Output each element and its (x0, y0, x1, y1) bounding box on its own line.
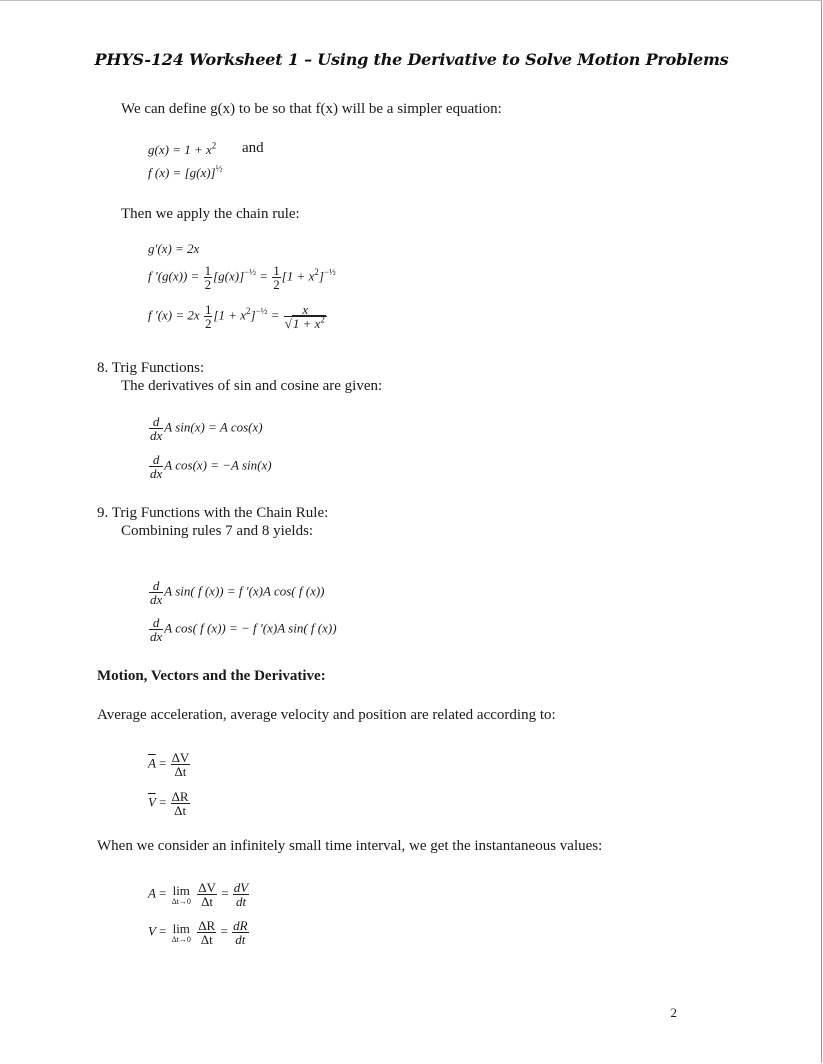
average-text: Average acceleration, average velocity and position are related according to: (97, 707, 556, 723)
intro-text: We can define g(x) to be so that f(x) will be a simpler equation: (121, 101, 502, 117)
page-title: PHYS-124 Worksheet 1 – Using the Derivative to Solve Motion Problems (94, 50, 729, 69)
chain-cos-equation: $\frac{d}{dx}$ A cos( f (x)) = − f ′(x)A sin( f (x)) (150, 615, 337, 644)
instantaneous-acceleration-equation: A = lim Δt→0 $\frac{\Delta V}{\Delta t}$ = $\frac{dV}{dt}$ (148, 880, 249, 909)
motion-heading: Motion, Vectors and the Derivative: (97, 668, 326, 684)
chain-rule-text: Then we apply the chain rule: (121, 206, 300, 222)
chain-sin-equation: $\frac{d}{dx}$ A sin( f (x)) = f ′(x)A cos( f (x)) (150, 578, 325, 607)
item-8-subtext: The derivatives of sin and cosine are given: (121, 378, 383, 394)
derivative-cos-equation: $\frac{d}{dx}$ A cos(x) = −A sin(x) (150, 452, 272, 481)
g-prime-equation: g′(x) = 2x (148, 241, 200, 256)
average-velocity-equation: $\overline{V}$ = $\frac{\Delta R}{\Delta t}$ (148, 789, 189, 818)
average-acceleration-equation: $\overline{A}$ = $\frac{\Delta V}{\Delta t}$ (148, 750, 190, 779)
instantaneous-velocity-equation: V = lim Δt→0 $\frac{\Delta R}{\Delta t}$ = $\frac{dR}{dt}$ (148, 918, 248, 947)
item-9-heading: 9. Trig Functions with the Chain Rule: (97, 505, 329, 521)
f-prime-of-g-equation: f ′(g(x)) = $\frac{1}{2}$ $[g(x)]^{-\frac{1}{2}}$ = $\frac{1}{2}$ $[1 + x^2]^{-\frac{1}{2}}$ (148, 263, 336, 292)
f-definition: f $(x) = [g(x)]^{\frac{1}{2}}$ (148, 163, 223, 180)
page-number: 2 (670, 1005, 677, 1020)
derivative-sin-equation: $\frac{d}{dx}$ A sin(x) = A cos(x) (150, 414, 263, 443)
instantaneous-text: When we consider an infinitely small time interval, we get the instantaneous values: (97, 838, 603, 854)
and-word: and (242, 140, 264, 156)
g-definition: $g(x) = 1 + x^2$ (148, 140, 217, 157)
item-8-heading: 8. Trig Functions: (97, 360, 205, 376)
item-9-subtext: Combining rules 7 and 8 yields: (121, 523, 314, 539)
f-prime-equation: f ′(x) = 2x $\frac{1}{2}$ $[1 + x^2]^{-\frac{1}{2}}$ = $\frac{x}{√1 + x^2}$ (148, 302, 325, 331)
